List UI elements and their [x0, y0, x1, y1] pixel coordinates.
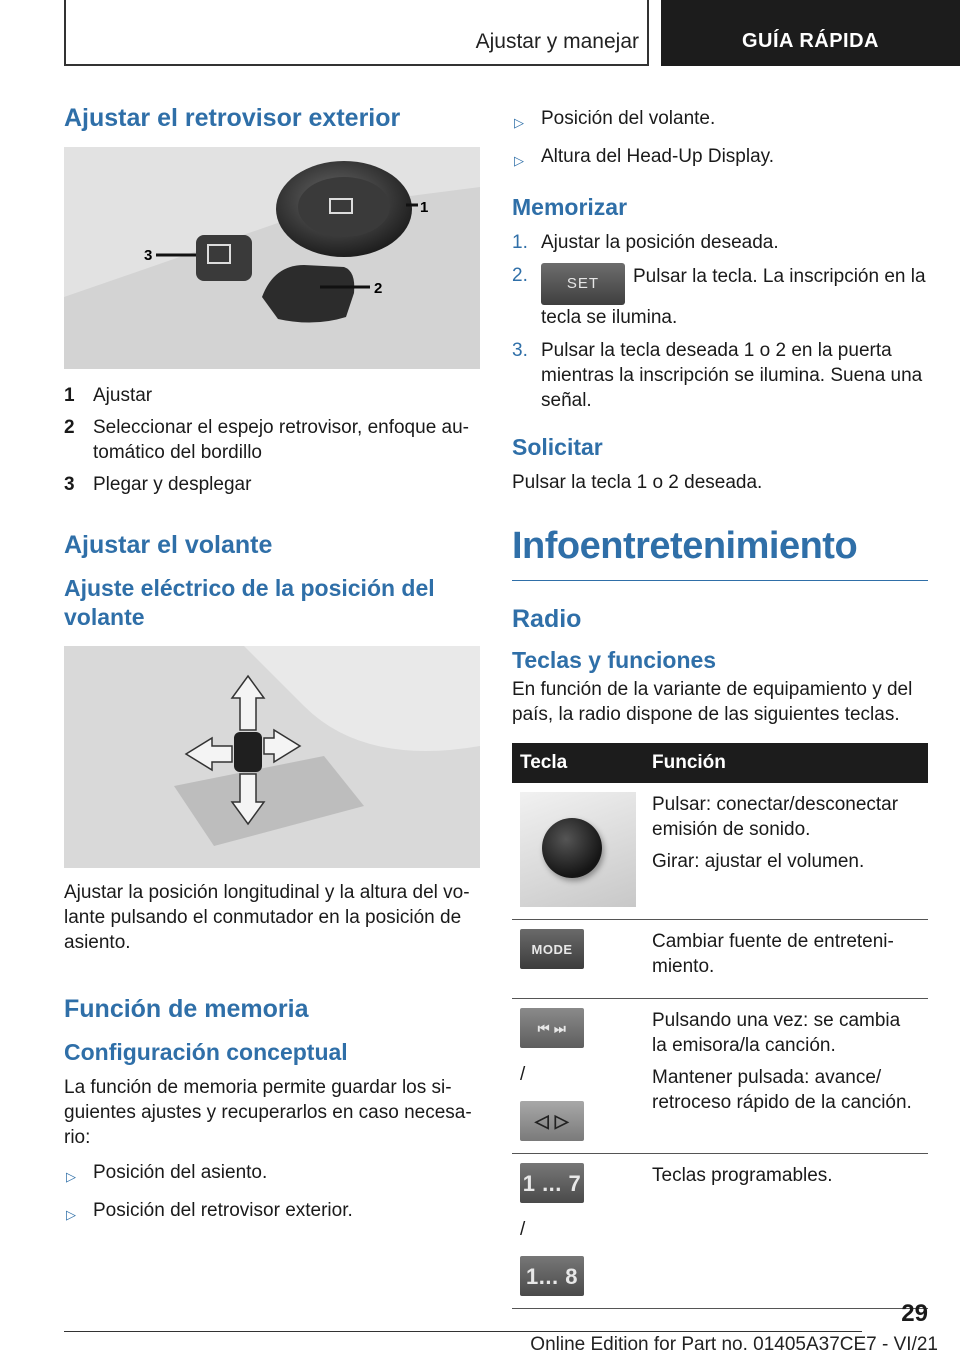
- mirror-switch-image: [64, 147, 480, 369]
- triangle-bullet-icon: ▷: [66, 1207, 76, 1222]
- table-row: 1 ... 7 / 1... 8 Teclas programables.: [512, 1154, 928, 1309]
- right-column: [512, 96, 928, 1309]
- keys-intro: En función de la variante de equipamiento y del país, la radio dispone de las siguientes teclas.: [512, 679, 913, 725]
- list-item: ▷ Posición del retrovisor exterior.: [64, 1198, 480, 1227]
- callout-1: 1: [420, 199, 429, 216]
- steering-wheel-text: Ajustar la posición longitudinal y la altura del vo-lante pulsando el conmutador en la posición de asiento.: [64, 882, 470, 953]
- step-item: 2. SET Pulsar la tecla. La inscripción en la tecla se ilumina.: [512, 265, 926, 328]
- table-row: MODE Cambiar fuente de entreteni-miento.: [512, 920, 928, 999]
- memory-heading: Función de memoria: [64, 995, 309, 1023]
- header-function: Función: [644, 743, 928, 783]
- header-section-title: Ajustar y manejar: [475, 30, 639, 53]
- header-frame: [64, 0, 649, 66]
- table-row: ⏮ ⏭ / ◁ ▷ Pulsando una vez: se cambia la emisora/la canción. Mantener pulsada: avance/ retroceso rápido de la canción.: [512, 999, 928, 1154]
- edition-note: Online Edition for Part no. 01405A37CE7 - VI/21: [530, 1334, 938, 1355]
- memory-list-continued: [512, 106, 928, 173]
- infotainment-heading: Infoentretenimiento: [512, 525, 928, 581]
- preset-keys-7-icon: 1 ... 7: [520, 1163, 584, 1203]
- memorize-heading: Memorizar: [512, 194, 628, 220]
- triangle-bullet-icon: ▷: [514, 153, 524, 168]
- recall-heading: Solicitar: [512, 434, 603, 460]
- steering-wheel-heading: Ajustar el volante: [64, 531, 273, 559]
- set-key-icon: SET: [541, 263, 625, 305]
- list-item: ▷ Altura del Head-Up Display.: [512, 144, 928, 173]
- preset-keys-8-icon: 1... 8: [520, 1256, 584, 1296]
- steering-wheel-subheading: Ajuste eléctrico de la posición del volante: [64, 575, 435, 630]
- header-chapter-tab: GUÍA RÁPIDA: [661, 0, 960, 66]
- memorize-steps: [512, 230, 928, 413]
- left-column: [64, 96, 480, 1236]
- mirror-legend: [64, 383, 480, 497]
- table-header-row: [512, 743, 928, 783]
- skip-buttons-icon: ⏮ ⏭: [520, 1008, 584, 1048]
- page-header: [64, 0, 960, 66]
- memory-subheading: Configuración conceptual: [64, 1039, 348, 1065]
- list-item: ▷ Posición del asiento.: [64, 1160, 480, 1189]
- mode-button-icon: MODE: [520, 929, 584, 969]
- list-item: ▷ Posición del volante.: [512, 106, 928, 135]
- triangle-bullet-icon: ▷: [514, 115, 524, 130]
- table-row: Pulsar: conectar/desconectar emisión de sonido. Girar: ajustar el volumen.: [512, 783, 928, 920]
- legend-item: 1 Ajustar: [64, 385, 153, 406]
- mirror-switch-illustration: [64, 147, 480, 369]
- step-item: 3. Pulsar la tecla deseada 1 o 2 en la puerta mientras la inscripción se ilumina. Suena una señal.: [512, 340, 923, 411]
- mirror-heading: Ajustar el retrovisor exterior: [64, 104, 401, 132]
- arrow-buttons-icon: ◁ ▷: [520, 1101, 584, 1141]
- steering-switch-illustration: [64, 646, 480, 868]
- step-item: 1. Ajustar la posición deseada.: [512, 232, 779, 253]
- keys-heading: Teclas y funciones: [512, 647, 717, 673]
- radio-heading: Radio: [512, 605, 582, 633]
- legend-item: 3 Plegar y desplegar: [64, 474, 252, 495]
- memory-list: [64, 1160, 480, 1227]
- memory-intro: La función de memoria permite guardar los si-guientes ajustes y recuperarlos en caso necesa-rio:: [64, 1077, 472, 1148]
- volume-knob-icon: [520, 792, 636, 907]
- triangle-bullet-icon: ▷: [66, 1169, 76, 1184]
- keys-table: [512, 743, 928, 1309]
- recall-text: Pulsar la tecla 1 o 2 deseada.: [512, 472, 763, 493]
- steering-switch-image: [64, 646, 480, 868]
- page-number: 29: [901, 1300, 928, 1327]
- footer-divider: [64, 1331, 862, 1332]
- callout-2: 2: [374, 280, 383, 297]
- header-key: Tecla: [512, 743, 644, 783]
- legend-item: 2 Seleccionar el espejo retrovisor, enfoque au-tomático del bordillo: [64, 417, 470, 463]
- callout-3: 3: [144, 247, 153, 264]
